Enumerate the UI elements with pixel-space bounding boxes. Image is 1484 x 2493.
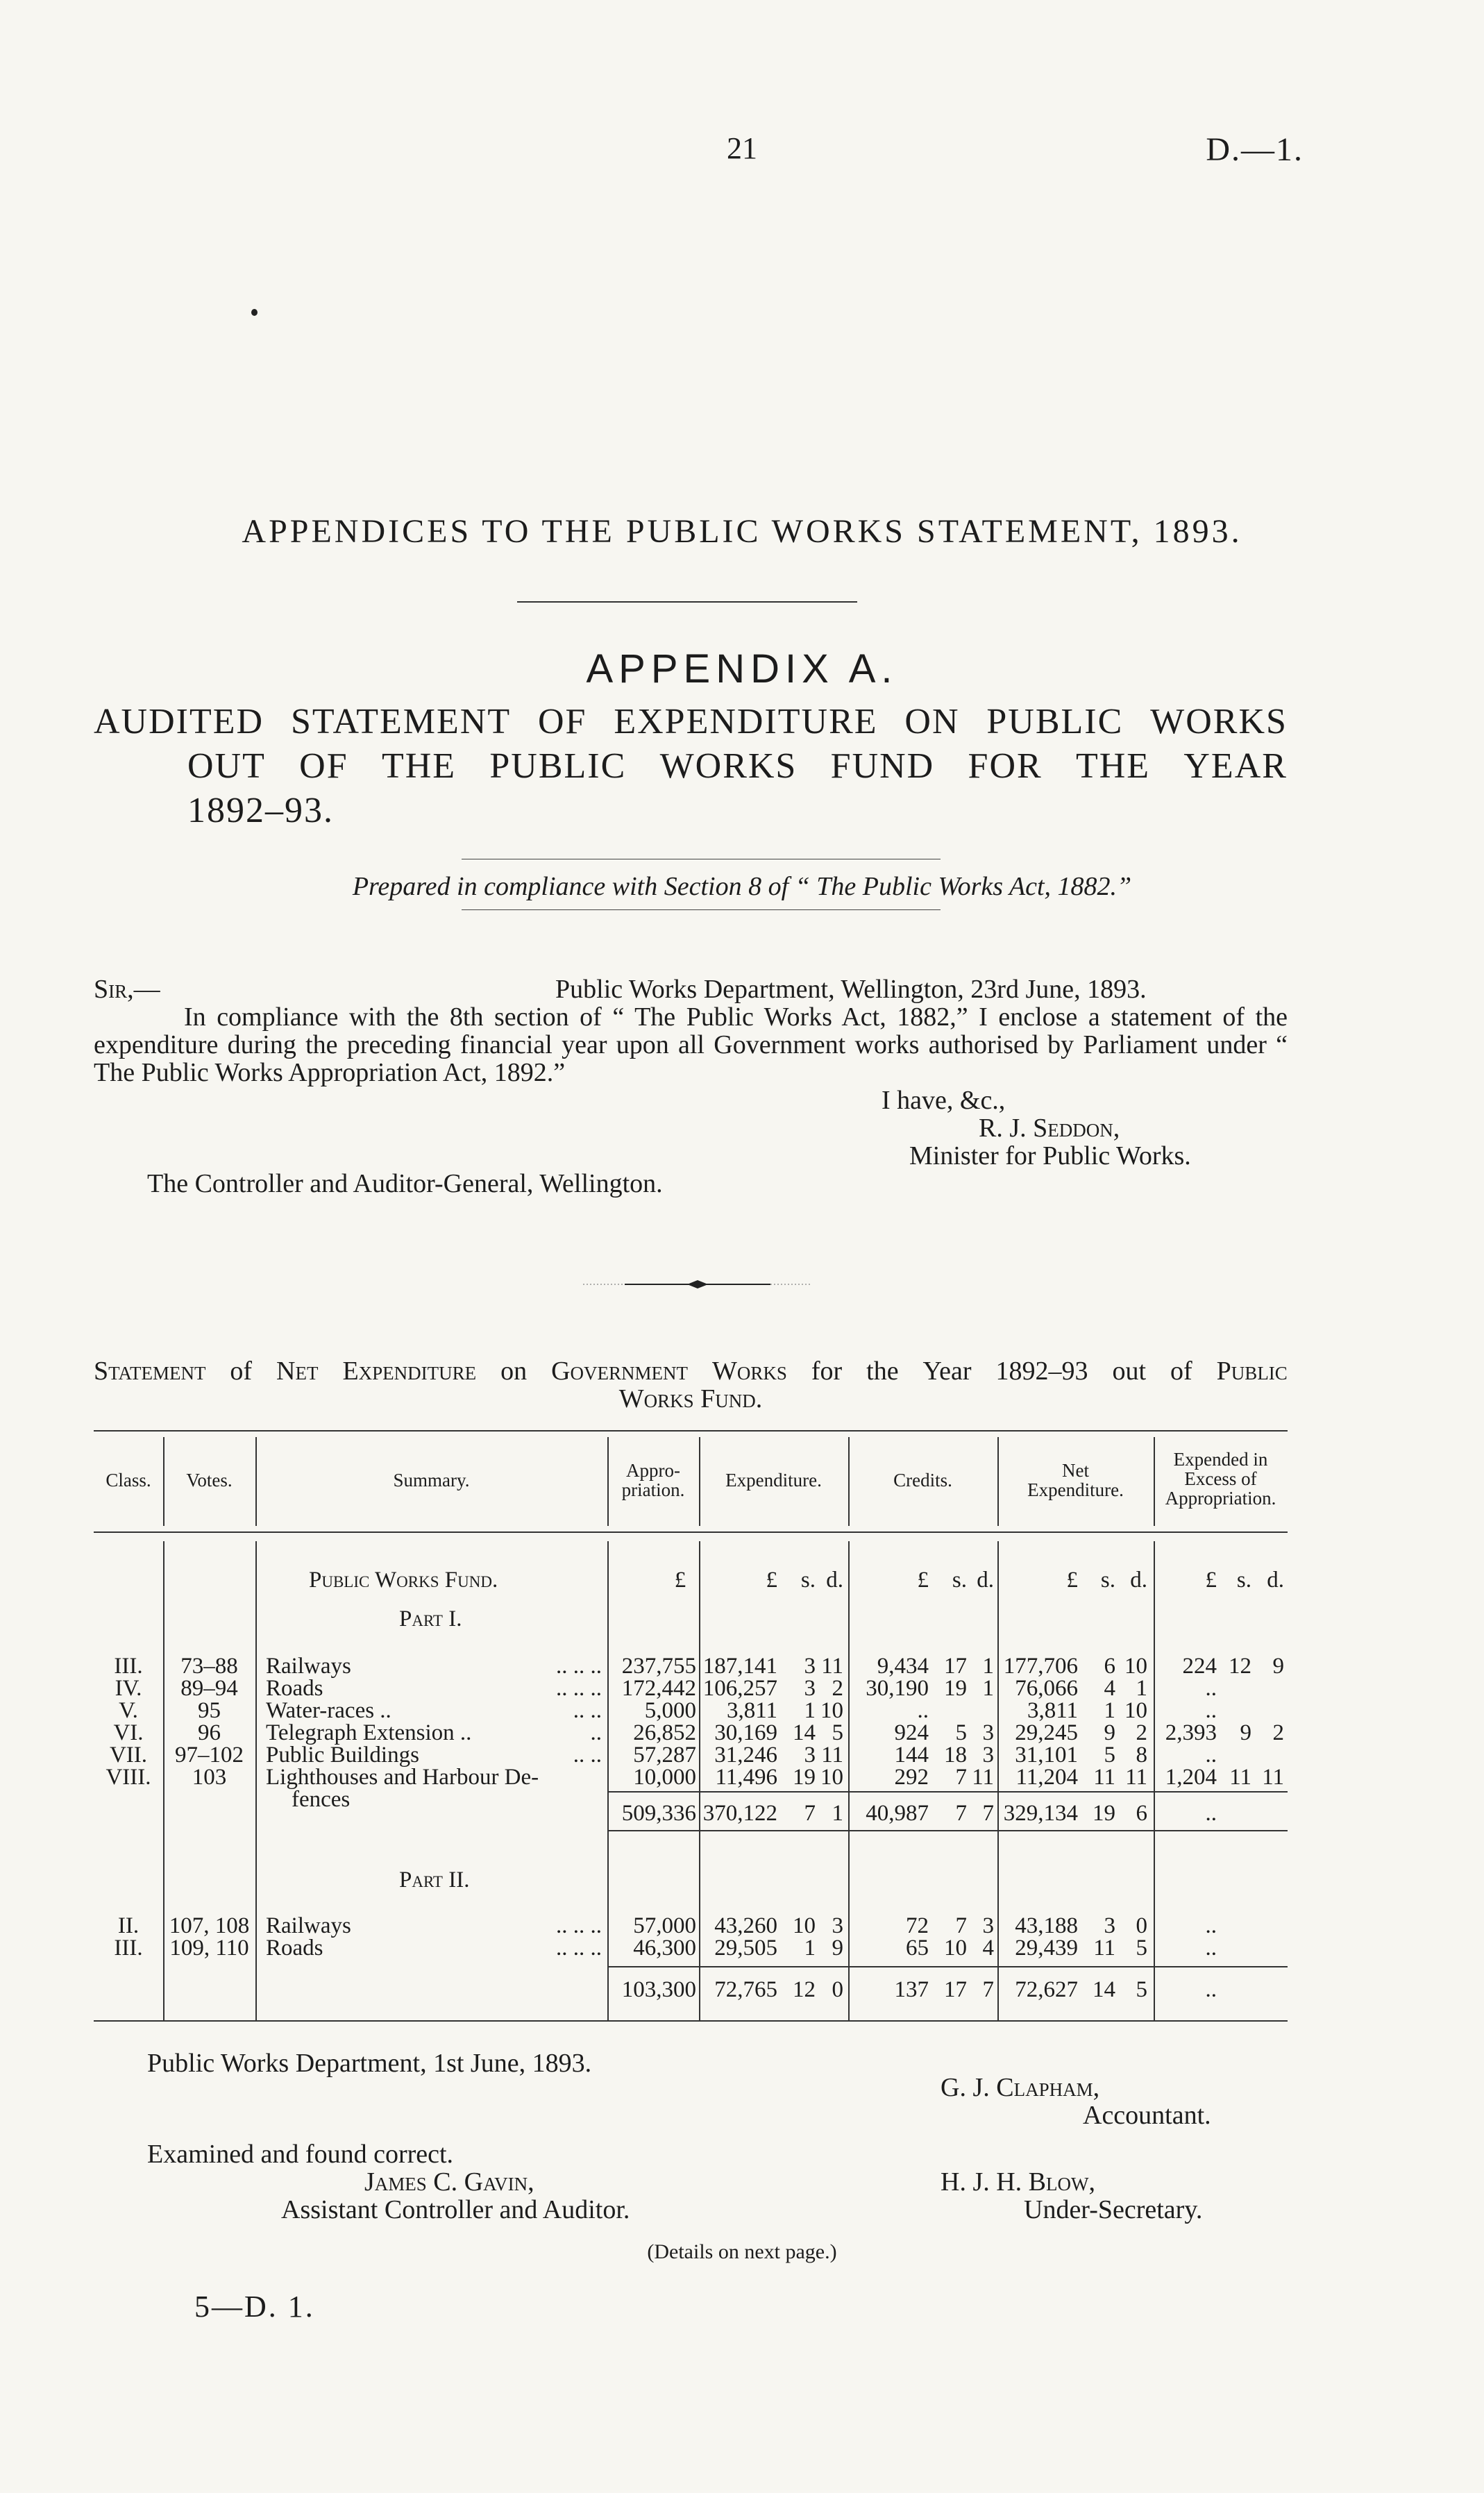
table-title-word: on [500,1357,528,1386]
row-expenditure-shillings: 3 [804,1654,816,1679]
row-excess-pence: 11 [1262,1765,1284,1790]
fund-heading: Public Works Fund. [309,1568,498,1593]
row-credits-pounds: 144 [894,1743,929,1768]
row-expenditure-pence: 3 [832,1913,843,1938]
row-credits-shillings: 17 [944,1654,967,1679]
row-net-pence: 1 [1136,1676,1147,1701]
row-excess-nil: .. [1205,1743,1217,1768]
table-title-word: of [1170,1357,1192,1386]
vrule [255,1541,257,2020]
row-net-pence: 2 [1136,1720,1147,1745]
row-credits-shillings: 5 [955,1720,967,1745]
part-2-heading: Part II. [399,1867,470,1892]
row-net-shillings: 9 [1104,1720,1115,1745]
row-leader-dots: .. .. .. [556,1936,602,1961]
row-expenditure-pounds: 29,505 [714,1936,777,1961]
table-title-word: Year [922,1357,972,1386]
total-2-net-pence: 5 [1136,1977,1147,2002]
row-credits-pence: 1 [982,1676,994,1701]
prepared-note: Prepared in compliance with Section 8 of “ The Public Works Act, 1882.” [352,872,1132,901]
total-1-net-pounds: 329,134 [1003,1801,1078,1826]
table-title-word: the [866,1357,899,1386]
examined-note: Examined and found correct. [147,2140,454,2169]
total-rule [607,1830,1288,1831]
header-expenditure: Expenditure. [725,1470,822,1491]
page-reference: D.—1. [1206,131,1304,168]
row-leader-dots: .. .. .. [556,1654,602,1679]
letter-salutation: Sir,— [94,975,160,1004]
row-credits-shillings: 10 [944,1936,967,1961]
row-net-shillings: 11 [1093,1936,1115,1961]
unit-excess-pence: d. [1267,1568,1284,1593]
total-1-appropriation: 509,336 [621,1801,696,1826]
letter-body [94,1003,1288,1086]
row-credits-pounds: 924 [894,1720,929,1745]
row-credits-shillings: 19 [944,1676,967,1701]
table-title [94,1357,1288,1413]
row-net-pence: 5 [1136,1936,1147,1961]
row-appropriation: 5,000 [644,1698,696,1723]
header-excess [1154,1450,1288,1508]
row-net-pence: 10 [1124,1698,1147,1723]
auditor-title: Assistant Controller and Auditor. [281,2195,630,2224]
accountant-name: G. J. Clapham, [941,2073,1100,2102]
table-title-word: out [1112,1357,1147,1386]
row-appropriation: 10,000 [633,1765,696,1790]
header-appropriation [607,1461,699,1500]
header-bottom-rule [94,1531,1288,1533]
row-votes: 103 [192,1765,227,1790]
header-credits: Credits. [893,1470,952,1491]
row-expenditure-shillings: 1 [804,1936,816,1961]
header-class: Class. [106,1470,151,1491]
main-title: APPENDICES TO THE PUBLIC WORKS STATEMENT, 1893. [242,513,1242,550]
total-2-expenditure-pence: 0 [832,1977,843,2002]
total-1-excess: .. [1205,1801,1217,1826]
total-2-excess: .. [1205,1977,1217,2002]
total-rule [607,1791,1288,1793]
subtitle-word: PUBLIC [986,702,1124,741]
row-expenditure-shillings: 1 [804,1698,816,1723]
unit-appropriation: £ [674,1568,686,1593]
row-leader-dots: .. [590,1720,602,1745]
row-leader-dots: .. .. .. [556,1913,602,1938]
header-excess-line-2: Excess of [1184,1468,1257,1489]
row-net-shillings: 6 [1104,1654,1115,1679]
header-appropriation-line-1: Appro- [626,1460,680,1481]
row-expenditure-pounds: 43,260 [714,1913,777,1938]
row-expenditure-shillings: 3 [804,1676,816,1701]
accountant-title: Accountant. [1083,2101,1211,2130]
total-1-expenditure-pence: 1 [832,1801,843,1826]
row-class: V. [119,1698,138,1723]
table-title-word: Expenditure [342,1357,477,1386]
header-votes: Votes. [186,1470,233,1491]
total-1-net-shillings: 19 [1093,1801,1115,1826]
table-title-word: Public [1216,1357,1288,1386]
footer-dept-date: Public Works Department, 1st June, 1893. [147,2049,592,2078]
row-net-pounds: 29,439 [1015,1936,1078,1961]
unit-exp-shillings: s. [800,1568,816,1593]
row-net-pounds: 177,706 [1003,1654,1078,1679]
row-summary: Railways [266,1654,351,1679]
table-title-word: Works [712,1357,787,1386]
total-1-credits-pence: 7 [982,1801,994,1826]
row-class: VI. [113,1720,144,1745]
title-divider [517,601,857,603]
row-expenditure-pounds: 30,169 [714,1720,777,1745]
table-title-line-2: Works Fund. [618,1384,763,1413]
row-credits-nil: .. [917,1698,929,1723]
subtitle-word: YEAR [1183,746,1288,786]
total-1-credits-pounds: 40,987 [866,1801,929,1826]
table-title-word: Statement [94,1357,206,1386]
letter-addressee: The Controller and Auditor-General, Wellington. [147,1169,663,1198]
row-expenditure-pence: 10 [820,1698,843,1723]
row-expenditure-pounds: 106,257 [702,1676,777,1701]
row-votes: 97–102 [175,1743,244,1768]
row-excess-nil: .. [1205,1913,1217,1938]
row-leader-dots: .. .. [573,1698,602,1723]
row-class: II. [117,1913,140,1938]
subtitle-word: FOR [968,746,1043,786]
subtitle-word: ON [904,702,960,741]
row-expenditure-pounds: 31,246 [714,1743,777,1768]
row-summary: Roads [266,1936,323,1961]
row-leader-dots: .. .. .. [556,1676,602,1701]
row-net-pence: 10 [1124,1654,1147,1679]
row-net-pounds: 11,204 [1015,1765,1078,1790]
row-credits-pence: 3 [982,1743,994,1768]
row-expenditure-pounds: 3,811 [726,1698,777,1723]
subtitle-word: WORKS [659,746,798,786]
undersecretary-name: H. J. H. Blow, [941,2167,1095,2197]
subtitle-word: EXPENDITURE [614,702,878,741]
row-expenditure-pence: 11 [821,1743,843,1768]
row-net-shillings: 1 [1104,1698,1115,1723]
row-expenditure-pounds: 187,141 [702,1654,777,1679]
row-net-pounds: 43,188 [1015,1913,1078,1938]
subtitle-line-2 [187,744,1288,789]
row-summary-continuation: fences [292,1787,351,1812]
row-credits-pence: 4 [982,1936,994,1961]
row-net-pence: 0 [1136,1913,1147,1938]
row-appropriation: 57,000 [633,1913,696,1938]
row-expenditure-shillings: 3 [804,1743,816,1768]
subtitle-line-3: 1892–93. [187,791,334,830]
row-credits-pounds: 9,434 [877,1654,929,1679]
table-top-rule [94,1430,1288,1432]
subtitle-word: AUDITED [94,702,264,741]
unit-net-shillings: s. [1100,1568,1115,1593]
subtitle-word: OUT [187,746,266,786]
page-number: 21 [727,131,757,165]
row-credits-pence: 3 [982,1913,994,1938]
unit-cred-pounds: £ [917,1568,929,1593]
row-excess-pence: 9 [1272,1654,1284,1679]
row-expenditure-shillings: 10 [793,1913,816,1938]
unit-exp-pounds: £ [766,1568,777,1593]
row-class: III. [114,1654,143,1679]
row-expenditure-shillings: 19 [793,1765,816,1790]
row-votes: 73–88 [180,1654,238,1679]
subtitle-word: PUBLIC [489,746,627,786]
sheet-mark: 5—D. 1. [194,2290,315,2324]
row-credits-pounds: 65 [906,1936,929,1961]
total-1-credits-shillings: 7 [955,1801,967,1826]
row-expenditure-pence: 2 [832,1676,843,1701]
letter-signatory-title: Minister for Public Works. [909,1141,1191,1170]
auditor-name: James C. Gavin, [364,2167,534,2197]
row-excess-pounds: 2,393 [1165,1720,1217,1745]
total-2-expenditure-pounds: 72,765 [714,1977,777,2002]
row-net-pounds: 3,811 [1027,1698,1078,1723]
row-appropriation: 57,287 [633,1743,696,1768]
ink-dot [251,309,258,316]
row-summary: Water-races .. [266,1698,391,1723]
total-2-expenditure-shillings: 12 [793,1977,816,2002]
row-appropriation: 26,852 [633,1720,696,1745]
subtitle-line-1 [94,700,1288,744]
subtitle-word: FUND [830,746,935,786]
subtitle-word: WORKS [1150,702,1288,741]
ornament-divider [583,1277,812,1291]
table-title-line-1 [94,1357,1288,1385]
unit-net-pounds: £ [1066,1568,1078,1593]
header-excess-line-1: Expended in [1173,1449,1268,1470]
total-2-net-shillings: 14 [1093,1977,1115,2002]
row-summary: Telegraph Extension .. [266,1720,472,1745]
total-rule [607,1966,1288,1967]
unit-exp-pence: d. [826,1568,843,1593]
row-net-shillings: 3 [1104,1913,1115,1938]
undersecretary-title: Under-Secretary. [1024,2195,1203,2224]
letter-closing: I have, &c., [882,1086,1006,1115]
row-class: IV. [115,1676,142,1701]
row-net-shillings: 11 [1093,1765,1115,1790]
total-2-credits-shillings: 17 [944,1977,967,2002]
row-votes: 96 [198,1720,221,1745]
row-credits-pence: 1 [982,1654,994,1679]
total-2-net-pounds: 72,627 [1015,1977,1078,2002]
appendix-title: APPENDIX A. [586,646,898,691]
subtitle-word: OF [299,746,348,786]
row-excess-pence: 2 [1272,1720,1284,1745]
letter-body-text: In compliance with the 8th section of “ The Public Works Act, 1882,” I enclose a statement of the expenditure during the preceding financial year upon all Government works authorised by Parliament under “ The Public Works Appropriation Act, 1892.” [94,1002,1288,1087]
row-excess-pounds: 224 [1182,1654,1217,1679]
row-appropriation: 237,755 [621,1654,696,1679]
total-2-credits-pounds: 137 [894,1977,929,2002]
part-1-heading: Part I. [399,1606,462,1631]
row-excess-shillings: 11 [1229,1765,1251,1790]
row-net-pounds: 31,101 [1015,1743,1078,1768]
subtitle-word: STATEMENT [290,702,512,741]
row-appropriation: 46,300 [633,1936,696,1961]
total-2-credits-pence: 7 [982,1977,994,2002]
row-credits-shillings: 18 [944,1743,967,1768]
row-net-shillings: 5 [1104,1743,1115,1768]
row-credits-shillings: 7 [955,1765,967,1790]
unit-net-pence: d. [1130,1568,1147,1593]
subtitle-word: OF [537,702,587,741]
row-excess-nil: .. [1205,1676,1217,1701]
row-net-shillings: 4 [1104,1676,1115,1701]
row-expenditure-pence: 10 [820,1765,843,1790]
header-excess-line-3: Appropriation. [1165,1488,1276,1509]
row-excess-nil: .. [1205,1698,1217,1723]
row-net-pounds: 29,245 [1015,1720,1078,1745]
row-expenditure-shillings: 14 [793,1720,816,1745]
details-note: (Details on next page.) [647,2240,837,2263]
row-summary: Public Buildings [266,1743,419,1768]
row-net-pence: 11 [1125,1765,1147,1790]
unit-excess-shillings: s. [1236,1568,1251,1593]
header-summary: Summary. [393,1470,470,1491]
row-votes: 109, 110 [169,1936,249,1961]
row-votes: 107, 108 [169,1913,250,1938]
row-summary: Lighthouses and Harbour De- [266,1765,539,1790]
letter-signatory: R. J. Seddon, [979,1114,1120,1143]
row-credits-pounds: 30,190 [866,1676,929,1701]
row-votes: 95 [198,1698,221,1723]
table-title-word: 1892–93 [995,1357,1088,1386]
header-net-line-1: Net [1062,1460,1089,1481]
row-credits-pence: 3 [982,1720,994,1745]
row-class: VIII. [106,1765,151,1790]
header-net-expenditure [997,1461,1154,1500]
row-net-pence: 8 [1136,1743,1147,1768]
subtitle-word: THE [1075,746,1151,786]
subtitle-word: THE [381,746,457,786]
row-appropriation: 172,442 [621,1676,696,1701]
row-expenditure-pence: 11 [821,1654,843,1679]
table-title-word: Net [276,1357,319,1386]
row-excess-pounds: 1,204 [1165,1765,1217,1790]
table-title-word: Government [551,1357,689,1386]
row-class: VII. [109,1743,148,1768]
unit-cred-shillings: s. [952,1568,967,1593]
header-appropriation-line-2: priation. [621,1479,685,1500]
row-credits-pounds: 72 [906,1913,929,1938]
total-1-net-pence: 6 [1136,1801,1147,1826]
row-excess-shillings: 9 [1240,1720,1251,1745]
prepared-rule-bottom [462,909,941,910]
header-net-line-2: Expenditure. [1027,1479,1124,1500]
table-title-word: for [811,1357,843,1386]
row-summary: Railways [266,1913,351,1938]
row-net-pounds: 76,066 [1015,1676,1078,1701]
row-expenditure-pounds: 11,496 [715,1765,777,1790]
row-leader-dots: .. .. [573,1743,602,1768]
row-summary: Roads [266,1676,323,1701]
row-votes: 89–94 [180,1676,238,1701]
total-2-appropriation: 103,300 [621,1977,696,2002]
row-credits-pounds: 292 [894,1765,929,1790]
unit-cred-pence: d. [977,1568,994,1593]
total-1-expenditure-shillings: 7 [804,1801,816,1826]
total-1-expenditure-pounds: 370,122 [702,1801,777,1826]
row-expenditure-pence: 5 [832,1720,843,1745]
row-credits-shillings: 7 [955,1913,967,1938]
row-class: III. [114,1936,143,1961]
row-credits-pence: 11 [972,1765,994,1790]
expenditure-table [94,1430,1288,2020]
row-excess-nil: .. [1205,1936,1217,1961]
subtitle [94,700,1288,833]
table-bottom-rule [94,2020,1288,2022]
unit-excess-pounds: £ [1205,1568,1217,1593]
row-expenditure-pence: 9 [832,1936,843,1961]
table-title-word: of [230,1357,253,1386]
letter-place-date: Public Works Department, Wellington, 23rd June, 1893. [555,975,1147,1004]
row-excess-shillings: 12 [1229,1654,1251,1679]
